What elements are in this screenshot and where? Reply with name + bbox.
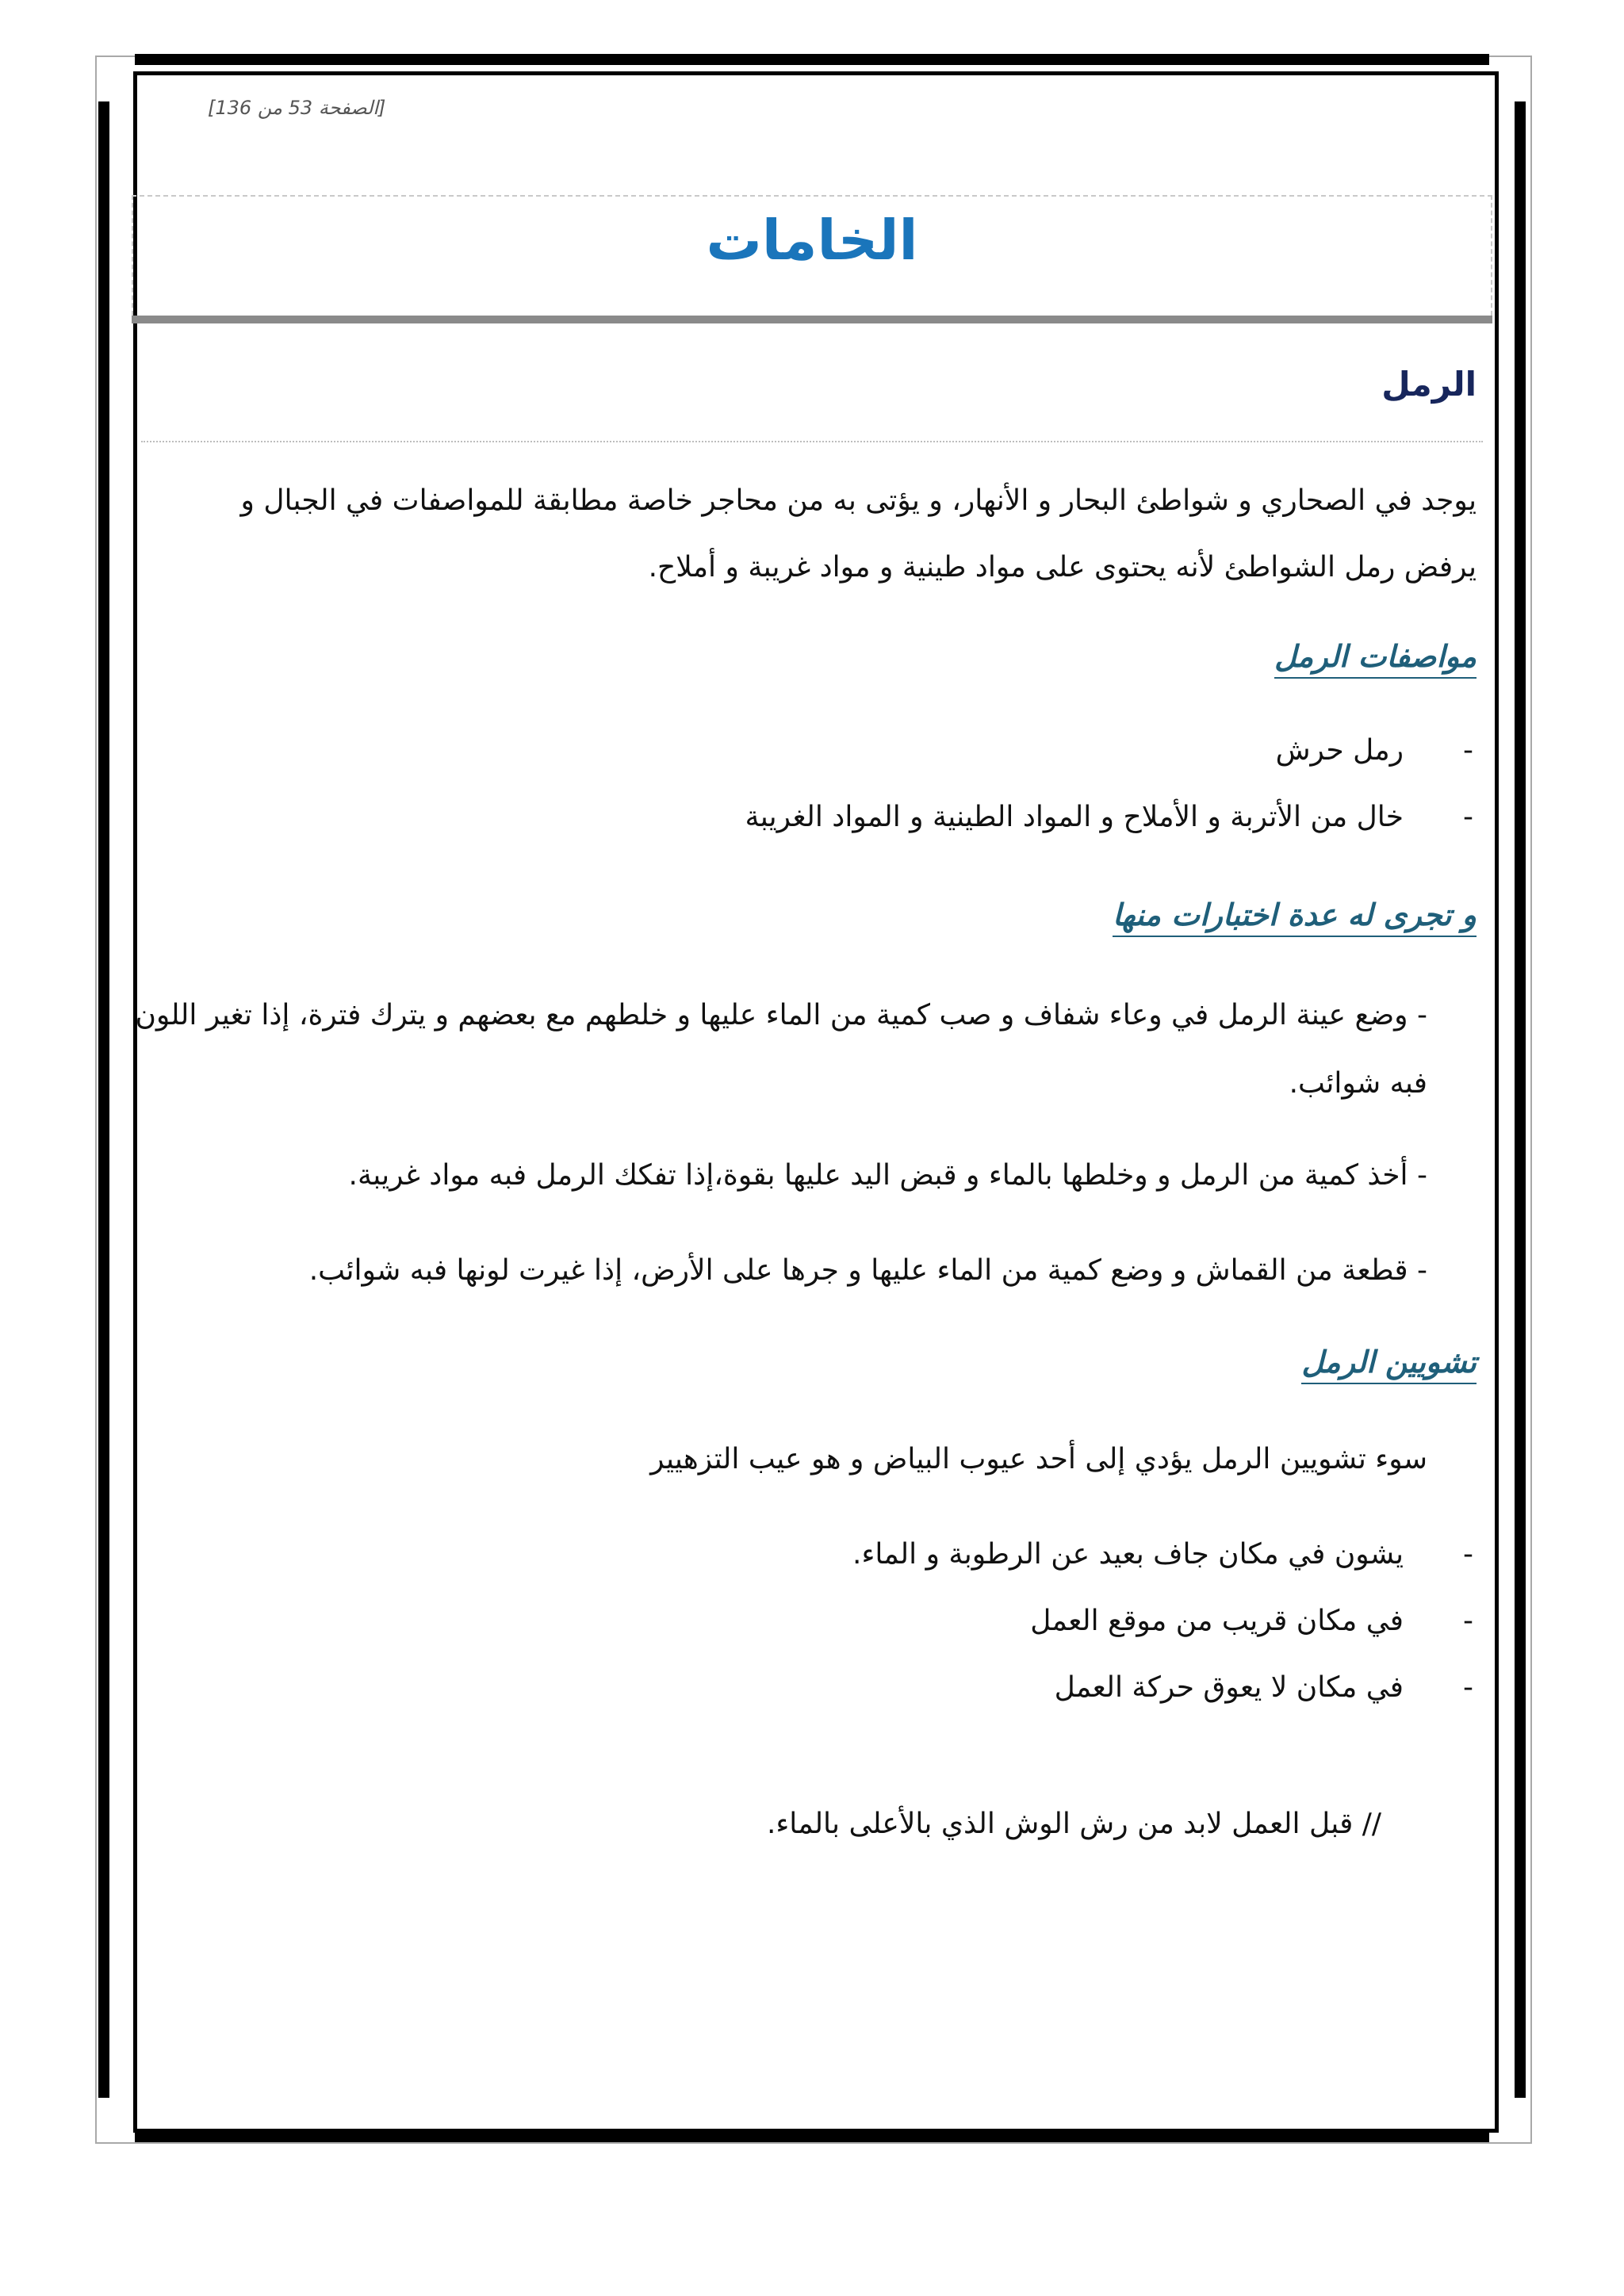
list-item-text: في مكان لا يعوق حركة العمل	[1054, 1671, 1404, 1704]
storage-note: // قبل العمل لابد من رش الوش الذي بالأعلى بالماء.	[766, 1808, 1381, 1840]
list-item-text: رمل حرش	[1275, 734, 1404, 767]
intro-paragraph: يوجد في الصحاري و شواطئ البحار و الأنهار، و يؤتى به من محاجر خاصة مطابقة للمواصفات في الجبال و يرفض رمل الشواطئ لأنه يحتوى على مواد طينية و مواد غريبة و أملاح.	[240, 484, 1477, 584]
border-right-bar	[1515, 101, 1526, 2098]
border-top-bar	[135, 54, 1489, 65]
list-item-text: خال من الأتربة و الأملاح و المواد الطينية و المواد الغريبة	[745, 801, 1404, 833]
test-item: - وضع عينة الرمل في وعاء شفاف و صب كمية من الماء عليها و خلطهم مع بعضهم و يترك فترة، إذا تغير اللون فبه شوائب.	[135, 999, 1427, 1100]
list-item	[1276, 734, 1473, 767]
list-item	[1030, 1605, 1473, 1637]
bullet-dash: -	[1463, 1671, 1473, 1704]
section-divider	[141, 441, 1483, 442]
test-item: - قطعة من القماش و وضع كمية من الماء عليها و جرها على الأرض، إذا غيرت لونها فبه شوائب.	[308, 1254, 1427, 1287]
page-title: الخامات	[706, 208, 918, 273]
specs-heading: مواصفات الرمل	[1274, 639, 1477, 679]
page-number: [الصفحة 53 من 136]	[208, 97, 386, 119]
test-item: - أخذ كمية من الرمل و وخلطها بالماء و قبض اليد عليها بقوة،إذا تفكك الرمل فبه مواد غريبة.	[348, 1159, 1427, 1192]
storage-intro: سوء تشويين الرمل يؤدي إلى أحد عيوب البياض و هو عيب التزهيير	[650, 1443, 1427, 1475]
list-item	[1055, 1671, 1473, 1704]
list-item-text: في مكان قريب من موقع العمل	[1030, 1605, 1404, 1637]
border-left-bar	[98, 101, 109, 2098]
bullet-dash: -	[1463, 734, 1473, 767]
border-bottom-bar	[135, 2131, 1489, 2142]
bullet-dash: -	[1463, 1538, 1473, 1571]
section-heading: الرمل	[1381, 365, 1477, 404]
title-underline	[132, 316, 1492, 323]
list-item	[745, 801, 1473, 833]
tests-heading: و تجرى له عدة اختبارات منها	[1113, 897, 1477, 937]
list-item-text: يشون في مكان جاف بعيد عن الرطوبة و الماء.	[852, 1538, 1404, 1571]
bullet-dash: -	[1463, 1605, 1473, 1637]
list-item	[852, 1538, 1473, 1571]
bullet-dash: -	[1463, 801, 1473, 833]
storage-heading: تشويين الرمل	[1301, 1345, 1477, 1384]
